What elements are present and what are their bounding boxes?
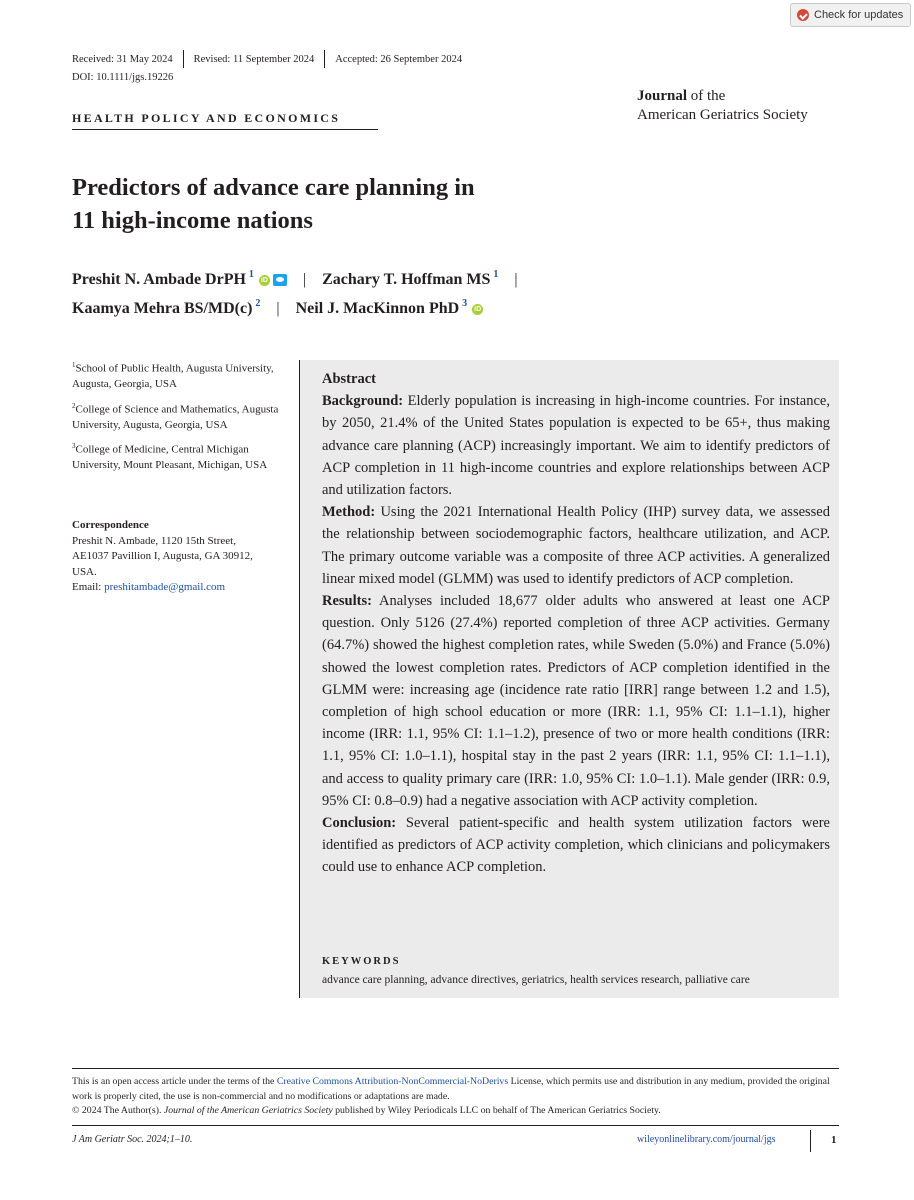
author-separator: | [302, 271, 307, 288]
affiliation-1 [72, 358, 284, 393]
correspondence-email-row [72, 580, 284, 596]
method-text: Using the 2021 International Health Policy (IHP) survey data, we assessed the relationship between sociodemographic factors, healthcare utilization, and ACP. The primary outcome variable was a composite of three ACP activities. A generalized linear mixed model (GLMM) was used to identify predictors of ACP completion. [322, 504, 830, 587]
abstract-box [299, 360, 839, 998]
twitter-icon[interactable] [273, 274, 287, 286]
page-number: 1 [831, 1134, 837, 1146]
results-label: Results: [322, 593, 372, 610]
article-title [72, 171, 632, 237]
author-mehra[interactable]: Kaamya Mehra BS/MD(c) [72, 300, 253, 317]
journal-citation: J Am Geriatr Soc. 2024;1–10. [72, 1134, 193, 1145]
orcid-icon[interactable]: iD [260, 276, 268, 284]
journal-url[interactable]: wileyonlinelibrary.com/journal/jgs [637, 1134, 776, 1145]
journal-name-line2: American Geriatrics Society [637, 107, 808, 123]
abstract-body [322, 368, 830, 879]
abstract-background [322, 390, 830, 501]
affiliation-2 [72, 399, 284, 434]
author-separator: | [276, 300, 280, 317]
section-underline [72, 129, 378, 130]
correspondence [72, 518, 284, 596]
title-line-1: Predictors of advance care planning in [72, 174, 475, 201]
abstract-method [322, 501, 830, 590]
background-label: Background: [322, 393, 404, 410]
check-updates-icon [797, 9, 809, 21]
copyright-text: © 2024 The Author(s). [72, 1105, 164, 1116]
accepted-date: Accepted: 26 September 2024 [335, 53, 463, 65]
abstract-results [322, 590, 830, 812]
journal-name-bold: Journal [637, 88, 688, 104]
email-link[interactable]: preshitambade@gmail.com [104, 581, 226, 593]
affil-text: School of Public Health, Augusta University, Augusta, Georgia, USA [72, 362, 274, 391]
divider [324, 50, 325, 68]
email-label: Email: [72, 581, 105, 593]
license-link[interactable]: Creative Commons Attribution-NonCommercial-NoDerivs [276, 1076, 509, 1087]
affil-number: 2 [72, 401, 76, 410]
affil-ref[interactable]: 1 [493, 268, 499, 280]
journal-name [637, 87, 808, 125]
affil-text: College of Medicine, Central Michigan University, Mount Pleasant, Michigan, USA [72, 443, 268, 472]
keywords-heading: KEYWORDS [322, 956, 401, 967]
authors-row-1 [72, 268, 534, 289]
method-label: Method: [322, 504, 376, 521]
check-for-updates-button[interactable] [790, 3, 911, 27]
license-notice [72, 1075, 839, 1119]
keywords-text: advance care planning, advance directives, geriatrics, health services research, palliative care [322, 974, 750, 986]
affil-ref[interactable]: 3 [462, 297, 468, 309]
affil-ref[interactable]: 1 [248, 268, 254, 280]
received-date: Received: 31 May 2024 [72, 53, 173, 65]
correspondence-line: Preshit N. Ambade, 1120 15th Street, [72, 534, 236, 547]
title-line-2: 11 high-income nations [72, 207, 313, 234]
author-hoffman[interactable]: Zachary T. Hoffman MS [322, 271, 491, 288]
conclusion-label: Conclusion: [322, 815, 397, 832]
license-text: This is an open access article under the terms of the [72, 1076, 277, 1087]
abstract-heading: Abstract [322, 371, 376, 387]
check-for-updates-label: Check for updates [814, 9, 904, 21]
affiliations [72, 358, 284, 480]
divider [183, 50, 184, 68]
journal-name-rest: of the [687, 88, 726, 104]
correspondence-line: USA. [72, 565, 97, 578]
affil-ref[interactable]: 2 [255, 297, 261, 309]
affil-number: 1 [72, 361, 76, 369]
affil-number: 3 [72, 442, 76, 451]
affiliation-3 [72, 439, 284, 474]
author-ambade[interactable]: Preshit N. Ambade DrPH [72, 271, 246, 288]
correspondence-line: AE1037 Pavillion I, Augusta, GA 30912, [72, 550, 253, 562]
copyright-text: published by Wiley Periodicals LLC on behalf of The American Geriatrics Society. [332, 1105, 661, 1116]
divider [810, 1130, 811, 1152]
abstract-conclusion [322, 812, 830, 879]
license-text: License, which permits use and distribution in any medium, provided the original work is properly cited, the use is non-commercial and no modifications or adaptations are made. [72, 1076, 830, 1102]
author-separator: | [514, 271, 518, 288]
correspondence-heading: Correspondence [72, 519, 149, 531]
orcid-icon[interactable]: iD [474, 305, 482, 313]
section-heading: HEALTH POLICY AND ECONOMICS [72, 111, 341, 125]
footer-rule [72, 1125, 839, 1126]
copyright-journal: Journal of the American Geriatrics Society [163, 1105, 333, 1116]
background-text: Elderly population is increasing in high-income countries. For instance, by 2050, 21.4% of the United States population is expected to be 65+, thus making advance care planning (ACP) increasingly important. We aim to identify predictors of ACP completion in 11 high-income countries and explore relationships between ACP and utilization factors. [322, 393, 830, 499]
author-mackinnon[interactable]: Neil J. MacKinnon PhD [295, 300, 460, 317]
conclusion-text: Several patient-specific and health system utilization factors were identified as predictors of ACP activity completion, which clinicians and policymakers could use to enhance ACP completion. [322, 815, 830, 876]
footer-rule [72, 1068, 839, 1069]
authors-row-2 [72, 297, 483, 318]
affil-text: College of Science and Mathematics, Augusta University, Augusta, Georgia, USA [72, 403, 279, 431]
results-text: Analyses included 18,677 older adults who answered at least one ACP question. Only 5126 (27.4%) reported completion of three ACP activities. Germany (64.7%) showed the highest completion rates, while Sweden (5.0%) and France (5.0%) showed the lowest completion rates. Predictors of ACP completion identified in the GLMM were: increasing age (incidence rate ratio [IRR] range between 1.2 and 1.5), completion of high school education or more (IRR: 1.1, 95% CI: 1.1–1.1), higher income (IRR: 1.1, 95% CI: 1.1–1.2), presence of two or more health conditions (IRR: 1.1, 95% CI: 1.0–1.1), hospital stay in the past 2 years (IRR: 1.1, 95% CI: 1.1–1.1), and access to quality primary care (IRR: 1.0, 95% CI: 1.0–1.1). Male gender (IRR: 0.9, 95% CI: 0.8–0.9) had a negative association with ACP activity completion. [322, 593, 830, 809]
revised-date: Revised: 11 September 2024 [193, 53, 315, 65]
article-dates [72, 50, 462, 68]
doi[interactable]: DOI: 10.1111/jgs.19226 [72, 72, 174, 83]
